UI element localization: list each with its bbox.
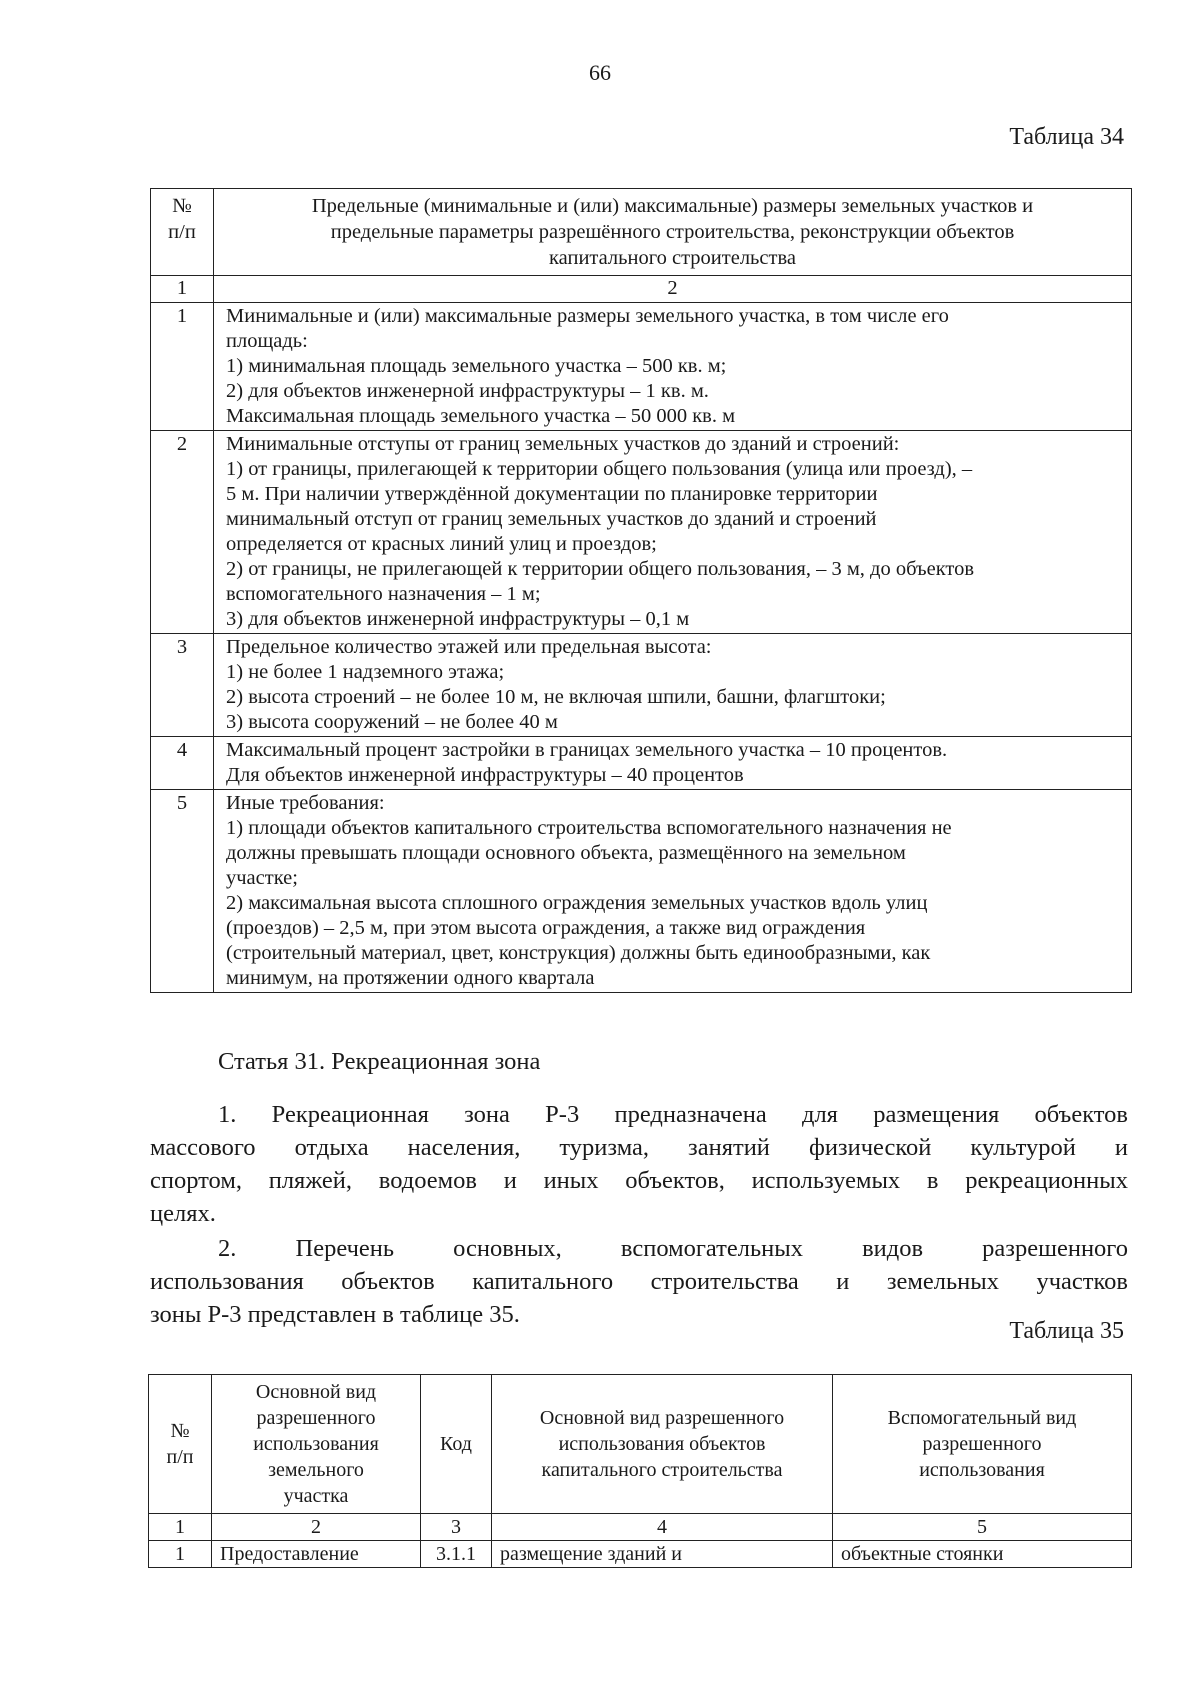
- table-34-header-num: [151, 189, 214, 276]
- header-line: капитального строительства: [541, 1459, 783, 1481]
- text-line: участке;: [226, 867, 298, 889]
- header-line: Код: [440, 1433, 472, 1455]
- row-number: 5: [151, 790, 214, 993]
- text-line: (строительный материал, цвет, конструкция) должны быть единообразными, как: [226, 942, 931, 964]
- row-text: [214, 303, 1132, 431]
- paragraph-line: 2. Перечень основных, вспомогательных видов разрешенного: [218, 1235, 1128, 1262]
- table-row: [151, 790, 1132, 993]
- table-34-header-row: [151, 189, 1132, 276]
- land-use-cell: Предоставление: [212, 1541, 421, 1568]
- header-line: земельного: [268, 1459, 364, 1481]
- table-34: [150, 188, 1132, 993]
- text-line: 2) от границы, не прилегающей к территории общего пользования, – 3 м, до объектов: [226, 558, 975, 580]
- paragraph-line: зоны Р-3 представлен в таблице 35.: [150, 1301, 520, 1328]
- paragraph-line: использования объектов капитального строительства и земельных участков: [150, 1268, 1128, 1295]
- text-line: Минимальные и (или) максимальные размеры земельного участка, в том числе его: [226, 305, 949, 327]
- header-title-line: предельные параметры разрешённого строительства, реконструкции объектов: [330, 221, 1015, 243]
- header-line: п/п: [166, 1446, 194, 1468]
- paragraph-line: целях.: [150, 1200, 216, 1227]
- text-line: 2) высота строений – не более 10 м, не включая шпили, башни, флагштоки;: [226, 686, 886, 708]
- row-number: 2: [151, 431, 214, 634]
- table-35: [148, 1374, 1132, 1568]
- text-line: Предельное количество этажей или предельная высота:: [226, 636, 712, 658]
- table-35-index-row: [149, 1514, 1132, 1541]
- row-number: 3: [151, 634, 214, 737]
- index-cell: 5: [833, 1514, 1132, 1541]
- header-land-use: [212, 1375, 421, 1514]
- index-cell: 4: [492, 1514, 833, 1541]
- header-line: использования: [919, 1459, 1045, 1481]
- header-title-line: капитального строительства: [549, 247, 796, 269]
- header-num-line: №: [172, 195, 192, 217]
- header-code: [421, 1375, 492, 1514]
- header-line: Основной вид: [255, 1381, 377, 1403]
- index-cell: 1: [149, 1514, 212, 1541]
- text-line: минимум, на протяжении одного квартала: [226, 967, 595, 989]
- text-line: 1) площади объектов капитального строительства вспомогательного назначения не: [226, 817, 952, 839]
- text-line: (проездов) – 2,5 м, при этом высота ограждения, а также вид ограждения: [226, 917, 866, 939]
- text-line: Для объектов инженерной инфраструктуры – 40 процентов: [226, 764, 744, 786]
- paragraph-line: спортом, пляжей, водоемов и иных объектов, используемых в рекреационных: [150, 1167, 1128, 1194]
- aux-use-cell: объектные стоянки: [833, 1541, 1132, 1568]
- table-35-header-row: [149, 1375, 1132, 1514]
- paragraph-line: массового отдыха населения, туризма, занятий физической культурой и: [150, 1134, 1128, 1161]
- text-line: Иные требования:: [226, 792, 385, 814]
- text-line: 1) минимальная площадь земельного участка – 500 кв. м;: [226, 355, 727, 377]
- header-num-line: п/п: [168, 221, 196, 243]
- code-cell: 3.1.1: [421, 1541, 492, 1568]
- header-num: [149, 1375, 212, 1514]
- index-cell: 2: [214, 276, 1132, 303]
- paragraph-1: [150, 1098, 1128, 1230]
- row-number: 1: [151, 303, 214, 431]
- row-text: [214, 431, 1132, 634]
- page-number: 66: [589, 60, 611, 85]
- text-line: 1) от границы, прилегающей к территории общего пользования (улица или проезд), –: [226, 458, 973, 480]
- text-line: 2) максимальная высота сплошного ограждения земельных участков вдоль улиц: [226, 892, 928, 914]
- header-line: участка: [283, 1485, 349, 1507]
- table-row: [149, 1541, 1132, 1568]
- row-number: 1: [149, 1541, 212, 1568]
- index-cell: 1: [151, 276, 214, 303]
- header-line: разрешенного: [922, 1433, 1042, 1455]
- text-line: 3) для объектов инженерной инфраструктуры – 0,1 м: [226, 608, 690, 630]
- text-line: 2) для объектов инженерной инфраструктуры – 1 кв. м.: [226, 380, 709, 402]
- text-line: площадь:: [226, 330, 308, 352]
- text-line: 5 м. При наличии утверждённой документации по планировке территории: [226, 483, 878, 505]
- header-line: Основной вид разрешенного: [539, 1407, 785, 1429]
- table-row: [151, 303, 1132, 431]
- table-34-caption: Таблица 34: [1009, 124, 1124, 150]
- index-cell: 3: [421, 1514, 492, 1541]
- table-row: [151, 634, 1132, 737]
- capital-use-cell: размещение зданий и: [492, 1541, 833, 1568]
- text-line: Минимальные отступы от границ земельных участков до зданий и строений:: [226, 433, 900, 455]
- row-text: [214, 634, 1132, 737]
- article-title: Статья 31. Рекреационная зона: [218, 1048, 541, 1075]
- header-line: разрешенного: [256, 1407, 376, 1429]
- header-title-line: Предельные (минимальные и (или) максимальные) размеры земельных участков и: [311, 195, 1034, 217]
- table-row: [151, 431, 1132, 634]
- index-cell: 2: [212, 1514, 421, 1541]
- table-35-caption: Таблица 35: [1009, 1318, 1124, 1344]
- text-line: должны превышать площади основного объекта, размещённого на земельном: [226, 842, 906, 864]
- row-text: [214, 790, 1132, 993]
- header-capital-use: [492, 1375, 833, 1514]
- header-aux-use: [833, 1375, 1132, 1514]
- header-line: Вспомогательный вид: [887, 1407, 1077, 1429]
- table-34-index-row: [151, 276, 1132, 303]
- paragraph-line: 1. Рекреационная зона Р-3 предназначена для размещения объектов: [218, 1101, 1128, 1128]
- header-line: №: [170, 1420, 190, 1442]
- text-line: 3) высота сооружений – не более 40 м: [226, 711, 558, 733]
- text-line: определяется от красных линий улиц и проездов;: [226, 533, 657, 555]
- row-number: 4: [151, 737, 214, 790]
- header-line: использования: [253, 1433, 379, 1455]
- text-line: вспомогательного назначения – 1 м;: [226, 583, 541, 605]
- text-line: Максимальная площадь земельного участка – 50 000 кв. м: [226, 405, 736, 427]
- text-line: минимальный отступ от границ земельных участков до зданий и строений: [226, 508, 877, 530]
- table-34-header-title: [214, 189, 1132, 276]
- paragraph-2: [150, 1232, 1128, 1331]
- row-text: [214, 737, 1132, 790]
- header-line: использования объектов: [558, 1433, 766, 1455]
- text-line: 1) не более 1 надземного этажа;: [226, 661, 505, 683]
- table-row: [151, 737, 1132, 790]
- text-line: Максимальный процент застройки в границах земельного участка – 10 процентов.: [226, 739, 948, 761]
